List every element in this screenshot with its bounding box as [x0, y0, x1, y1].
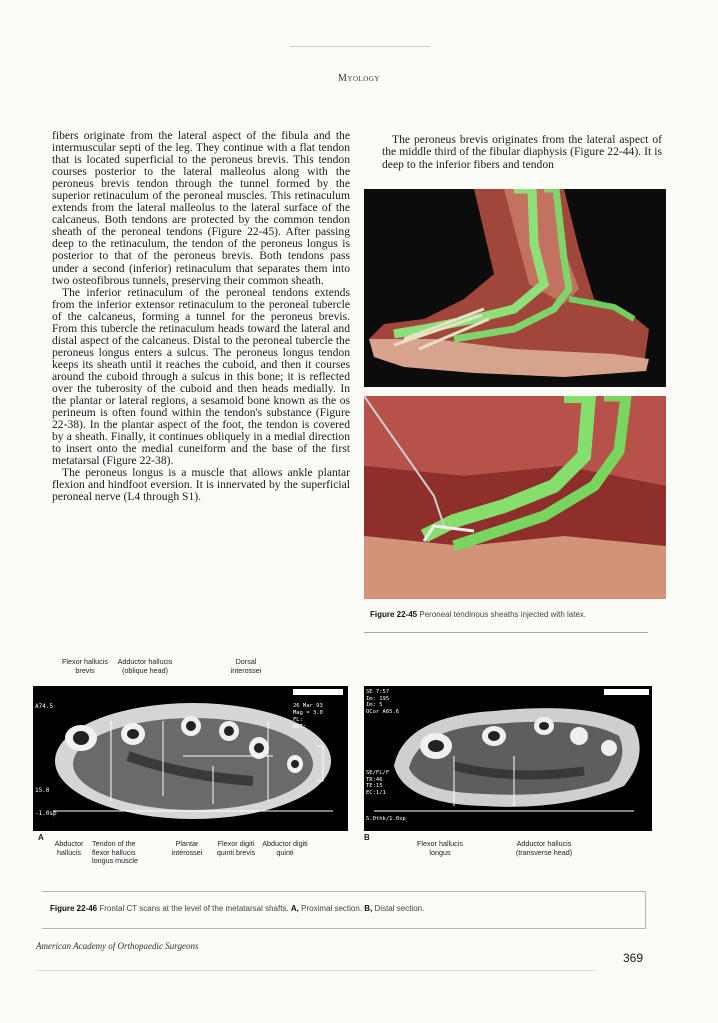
scan-a-readout-1: A74.5 — [35, 703, 54, 710]
figure-46-caption — [42, 891, 646, 929]
scan-b-l4: OCor A65.6 — [366, 708, 400, 715]
scan-b-l7: TE:15 — [366, 783, 383, 789]
figure-45-caption — [364, 603, 648, 633]
label-abductor-hallucis: Abductor hallucis — [54, 839, 84, 857]
scan-a-fl: FL: — [293, 717, 303, 723]
scan-b-l1: SE 7:57 — [366, 689, 390, 695]
figure-46-part-b-text: Distal section. — [374, 904, 425, 913]
label-adductor-hallucis-transverse: Adductor hallucis (transverse head) — [515, 839, 573, 857]
left-paragraph-1: fibers originate from the lateral aspect of the fibula and the intermuscular septi of the leg. They continue with a flat tendon that is located superficial to the peroneus brevis. This tendon courses posterior to the lateral malleolus along with the peroneus brevis tendon through the tunnel formed by the superior retinaculum of the peroneal muscles. This retinaculum extends from the lateral malleolus to the lateral surface of the calcaneus. Both tendons are protected by the common tendon sheath of the peroneal tendons (Figure 22-45). After passing deep to the retinaculum, the tendon of the peroneus longus is posterior to that of the peroneus brevis. Both tendons pass under a second (inferior) retinaculum that separates them into two osteofibrous tunnels, preserving their common sheath. — [52, 129, 350, 287]
label-dorsal-interossei: Dorsal interossei — [230, 657, 262, 675]
publisher-footer: American Academy of Orthopaedic Surgeons — [36, 941, 199, 951]
figure-46-part-a-label: A, — [290, 904, 299, 913]
label-adductor-hallucis-oblique: Adductor hallucis (oblique head) — [117, 657, 173, 675]
scan-b-l5: SE/FL/F — [366, 770, 390, 776]
panel-a-letter: A — [38, 833, 44, 842]
figure-46-caption-text: Frontal CT scans at the level of the metatarsal shafts. — [99, 904, 289, 913]
scan-b-readout-top — [366, 689, 399, 715]
figure-45-caption-text: Peroneal tendinous sheaths injected with latex. — [419, 610, 587, 619]
figure-46-part-a-text: Proximal section. — [301, 904, 363, 913]
right-paragraph-1: The peroneus brevis originates from the lateral aspect of the middle third of the fibular diaphysis (Figure 22-44). It is deep to the inferior fibers and tendon — [382, 133, 662, 171]
scan-b-l8: EC:1/1 — [366, 789, 386, 796]
figure-46-part-b-label: B, — [364, 904, 373, 913]
scan-a-date: 26 Mar 93 — [293, 703, 323, 709]
label-fdqb: Flexor digiti quinti brevis — [216, 839, 256, 857]
ct-scan-proximal — [33, 686, 348, 831]
scan-b-l2: Im: 195 — [366, 695, 390, 702]
right-column — [382, 134, 662, 171]
foot-dissection-photo-lateral — [364, 189, 666, 387]
foot-dissection-photo-closeup — [364, 396, 666, 599]
figure-45-label: Figure 22-45 — [370, 610, 418, 619]
scan-b-readout-mid — [366, 770, 389, 796]
scan-b-l3: Im: 5 — [366, 702, 383, 708]
panel-b-letter: B — [364, 833, 370, 842]
label-tendon-fhl: Tendon of the flexor hallucis longus muscle — [92, 839, 138, 866]
scan-a-readout-3: -1.0sp — [35, 810, 57, 817]
label-flexor-hallucis-longus: Flexor hallucis longus — [417, 839, 463, 857]
scan-a-rot: ROT: — [293, 724, 307, 730]
running-head: Myology — [338, 73, 380, 84]
left-paragraph-2: The inferior retinaculum of the peroneal tendons extends from the inferior extensor retinaculum to the peroneal tubercle of the calcaneus, forming a tunnel for the peroneus brevis. From this tubercle the retinaculum heads toward the lateral and distal aspect of the calcaneus. Distal to the peroneal tubercle the peroneus longus enters a sulcus. The peroneus longus tendon keeps its sheath until it reaches the cuboid, and then it courses around the cuboid through a sulcus in this bone; it is reflected over the tuberosity of the cuboid and then heads medially. In the plantar or lateral regions, a sesamoid bone known as the os perineum is often found within the tendon's substance (Figure 22-38). In the plantar aspect of the foot, the tendon is covered by a sheath. Finally, it continues obliquely in a medial direction to insert onto the medial cuneiform and the base of the first metatarsal (Figure 22-38). — [52, 285, 350, 468]
left-paragraph-3: The peroneus longus is a muscle that allows ankle plantar flexion and hindfoot eversion. It is innervated by the superficial peroneal nerve (L4 through S1). — [52, 466, 350, 504]
scan-b-l9: 5.0thk/1.0sp — [366, 816, 406, 822]
left-column — [52, 130, 350, 503]
label-plantar-interossei: Plantar interossei — [171, 839, 203, 857]
ct-scan-distal — [364, 686, 652, 831]
figure-46-label: Figure 22-46 — [50, 904, 98, 913]
scan-a-mag: Mag = 3.0 — [293, 710, 323, 716]
scan-b-l6: TR:46 — [366, 776, 383, 783]
scan-a-readout-date — [293, 703, 323, 731]
label-adq: Abductor digiti quinti — [262, 839, 308, 857]
page-number: 369 — [623, 951, 644, 965]
label-flexor-hallucis-brevis: Flexor hallucis brevis — [62, 657, 108, 675]
scan-a-readout-2: 15.0 — [35, 787, 50, 794]
